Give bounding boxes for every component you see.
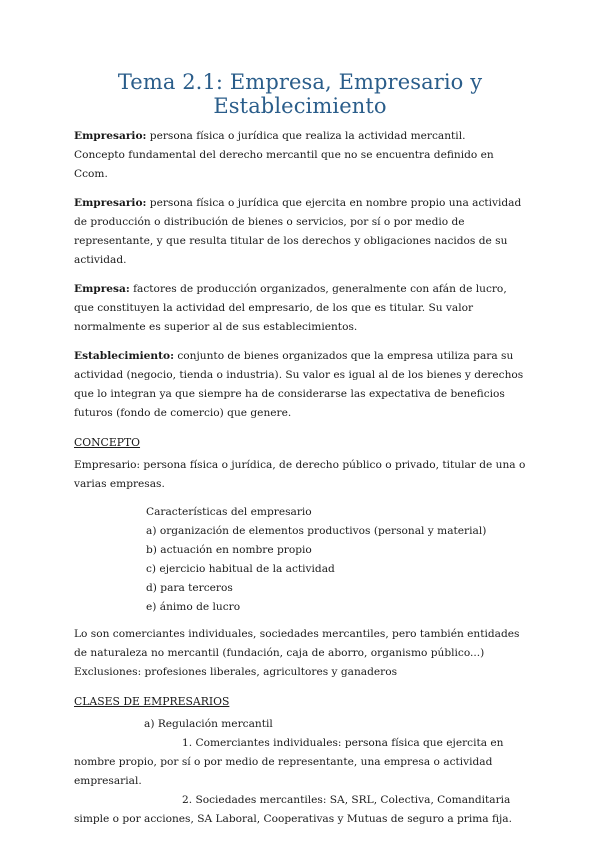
term: Establecimiento:	[74, 350, 174, 362]
list-title: Características del empresario	[146, 506, 312, 518]
definition-establecimiento	[74, 347, 526, 423]
section-heading-concepto: CONCEPTO	[74, 436, 141, 449]
clases-subsection-a: a) Regulación mercantil	[144, 718, 273, 730]
concepto-text: Empresario: persona física o jurídica, de derecho público o privado, titular de una o varias empresas.	[74, 459, 526, 490]
list-item: a) organización de elementos productivos (personal y material)	[146, 525, 487, 537]
section-heading-clases: CLASES DE EMPRESARIOS	[74, 695, 230, 708]
clases-item-2: 2. Sociedades mercantiles: SA, SRL, Colectiva, Comanditaria simple o por acciones, SA Laboral, Cooperativas y Mutuas de seguro a prima fija.	[74, 794, 512, 825]
list-item: e) ánimo de lucro	[146, 601, 241, 613]
concepto-after-1: Lo son comerciantes individuales, sociedades mercantiles, pero también entidades de naturaleza no mercantil (fundación, caja de aborro, organismo público...)	[74, 628, 520, 659]
definition-empresa	[74, 280, 526, 337]
term: Empresario:	[74, 197, 147, 209]
list-item: c) ejercicio habitual de la actividad	[146, 563, 335, 575]
caracteristicas-list	[74, 503, 526, 617]
term: Empresario:	[74, 130, 147, 142]
definition-empresario-2	[74, 194, 526, 270]
definition-note: Concepto fundamental del derecho mercantil que no se encuentra definido en Ccom.	[74, 149, 494, 180]
page-title	[74, 70, 526, 118]
definition-empresario-1	[74, 127, 526, 184]
list-item: b) actuación en nombre propio	[146, 544, 312, 556]
title-line-1: Tema 2.1: Empresa, Empresario y	[117, 70, 483, 94]
concepto-notes	[74, 625, 526, 682]
title-line-2: Establecimiento	[213, 94, 387, 118]
list-item: d) para terceros	[146, 582, 233, 594]
clases-item-1: 1. Comerciantes individuales: persona física que ejercita en nombre propio, por sí o por medio de representante, una empresa o actividad empresarial.	[74, 737, 504, 787]
concepto-after-2: Exclusiones: profesiones liberales, agricultores y ganaderos	[74, 666, 398, 678]
term: Empresa:	[74, 283, 130, 295]
definition-text: factores de producción organizados, generalmente con afán de lucro, que constituyen la actividad del empresario, de los que es titular. Su valor normalmente es superior al de sus establecimientos.	[74, 283, 507, 333]
definition-text: persona física o jurídica que realiza la actividad mercantil.	[146, 130, 466, 142]
definition-text: persona física o jurídica que ejercita en nombre propio una actividad de producción o distribución de bienes o servicios, por sí o por medio de representante, y que resulta titular de los derechos y obligaciones nacidos de su actividad.	[74, 197, 522, 266]
definition-text: conjunto de bienes organizados que la empresa utiliza para su actividad (negocio, tienda o industria). Su valor es igual al de los bienes y derechos que lo integran ya que siempre ha de considerarse las expectativa de beneficios futuros (fondo de comercio) que genere.	[74, 350, 524, 419]
